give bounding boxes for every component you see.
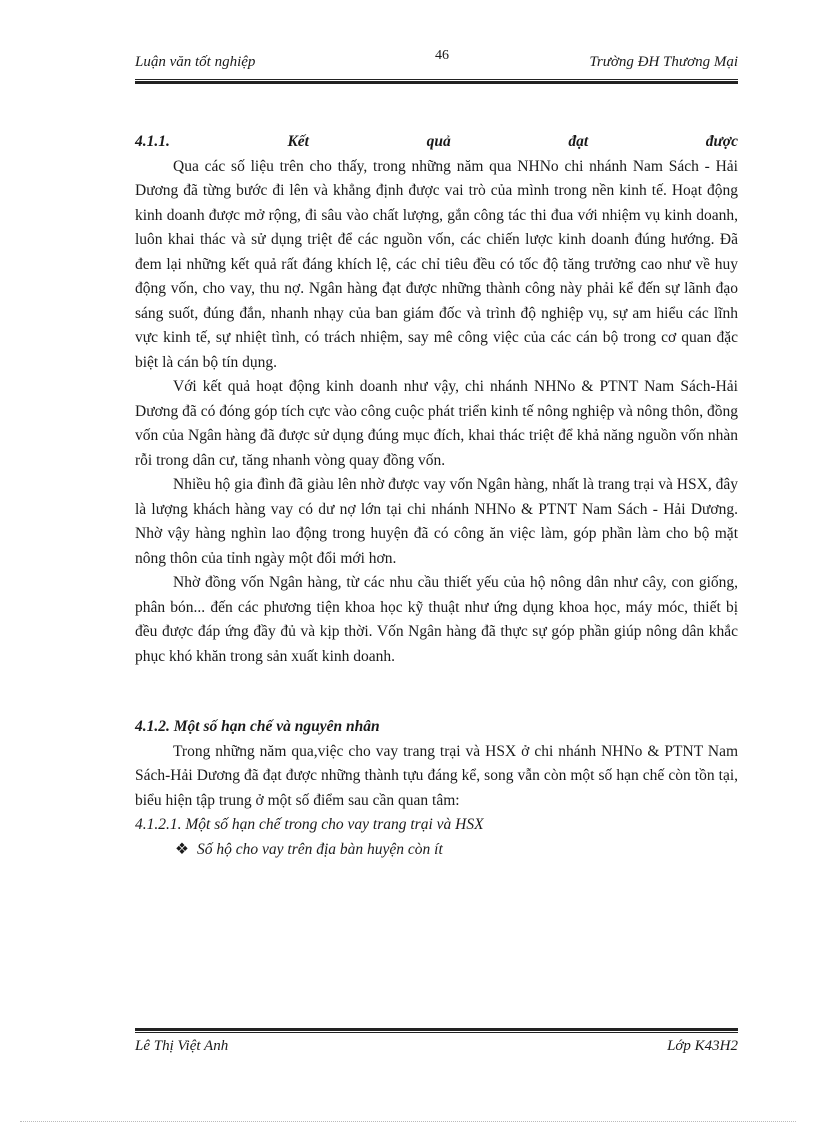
footer-class: Lớp K43H2	[667, 1038, 738, 1054]
heading-word: Kết	[287, 133, 309, 150]
subsection-heading-4-1-2-1: 4.1.2.1. Một số hạn chế trong cho vay trang trại và HSX	[135, 816, 484, 833]
heading-word: 4.1.1.	[135, 133, 170, 150]
header-rule-thin	[135, 79, 738, 80]
section-heading-4-1-2: 4.1.2. Một số hạn chế và nguyên nhân	[135, 718, 380, 735]
paragraph: Trong những năm qua,việc cho vay trang trại và HSX ở chi nhánh NHNo & PTNT Nam Sách-Hải Dương đã đạt được những thành tựu đáng kể, song vẫn còn một số hạn chế còn tồn tại, biểu hiện tập trung ở một số điểm sau cần quan tâm:	[135, 742, 738, 809]
page-header	[135, 46, 738, 80]
heading-word: được	[705, 133, 738, 150]
paragraph: Với kết quả hoạt động kinh doanh như vậy, chi nhánh NHNo & PTNT Nam Sách-Hải Dương đã có đóng góp tích cực vào công cuộc phát triển kinh tế nông nghiệp và nông thôn, đồng vốn của Ngân hàng đã được sử dụng đúng mục đích, khai thác triệt để khả năng nguồn vốn nhàn rỗi trong dân cư, tăng nhanh vòng quay đồng vốn.	[135, 378, 738, 469]
footer-rule-thick	[135, 1028, 738, 1031]
heading-word: đạt	[568, 133, 589, 150]
footer-author: Lê Thị Việt Anh	[135, 1038, 229, 1054]
page-edge-dotted-line	[20, 1121, 796, 1122]
paragraph: Qua các số liệu trên cho thấy, trong những năm qua NHNo chi nhánh Nam Sách - Hải Dương đã từng bước đi lên và khẳng định được vai trò của mình trong nền kinh tế. Hoạt động kinh doanh được mở rộng, đi sâu vào chất lượng, gắn công tác thi đua với nhiệm vụ kinh doanh, luôn khai thác và sử dụng triệt để các nguồn vốn, các chiến lược kinh doanh đúng hướng. Đã đem lại những kết quả rất đáng khích lệ, các chỉ tiêu đều có tốc độ tăng trưởng cao như về huy động vốn, cho vay, thu nợ. Ngân hàng đạt được những thành công này phải kể đến sự lãnh đạo sáng suốt, đúng đắn, nhanh nhạy của ban giám đốc và trình độ nghiệp vụ, sự am hiểu các lĩnh vực kinh tế, sự nhiệt tình, có trách nhiệm, say mê công việc của các cán bộ trong cơ quan đặc biệt là cán bộ tín dụng.	[135, 157, 738, 371]
header-thesis-label: Luận văn tốt nghiệp	[135, 54, 256, 70]
heading-word: quả	[426, 133, 451, 150]
bullet-text: Số hộ cho vay trên địa bàn huyện còn ít	[197, 840, 443, 858]
diamond-bullet-icon: ❖	[175, 840, 189, 858]
section-heading-4-1-1	[135, 130, 738, 155]
footer-rule-thin	[135, 1032, 738, 1033]
header-rule-thick	[135, 81, 738, 84]
page-body	[135, 130, 738, 862]
paragraph: Nhiều hộ gia đình đã giàu lên nhờ được vay vốn Ngân hàng, nhất là trang trại và HSX, đây là lượng khách hàng vay có dư nợ lớn tại chi nhánh NHNo & PTNT Nam Sách - Hải Dương. Nhờ vậy hàng nghìn lao động trong huyện đã có công ăn việc làm, góp phần làm cho bộ mặt nông thôn của tỉnh ngày một đổi mới hơn.	[135, 476, 738, 567]
header-university: Trường ĐH Thương Mại	[589, 54, 738, 70]
bullet-item	[135, 838, 738, 863]
paragraph: Nhờ đồng vốn Ngân hàng, từ các nhu cầu thiết yếu của hộ nông dân như cây, con giống, phân bón... đến các phương tiện khoa học kỹ thuật như ứng dụng khoa học, máy móc, thiết bị đều được đáp ứng đầy đủ và kịp thời. Vốn Ngân hàng đã thực sự góp phần giúp nông dân khắc phục khó khăn trong sản xuất kinh doanh.	[135, 574, 738, 665]
page-number: 46	[435, 48, 449, 63]
